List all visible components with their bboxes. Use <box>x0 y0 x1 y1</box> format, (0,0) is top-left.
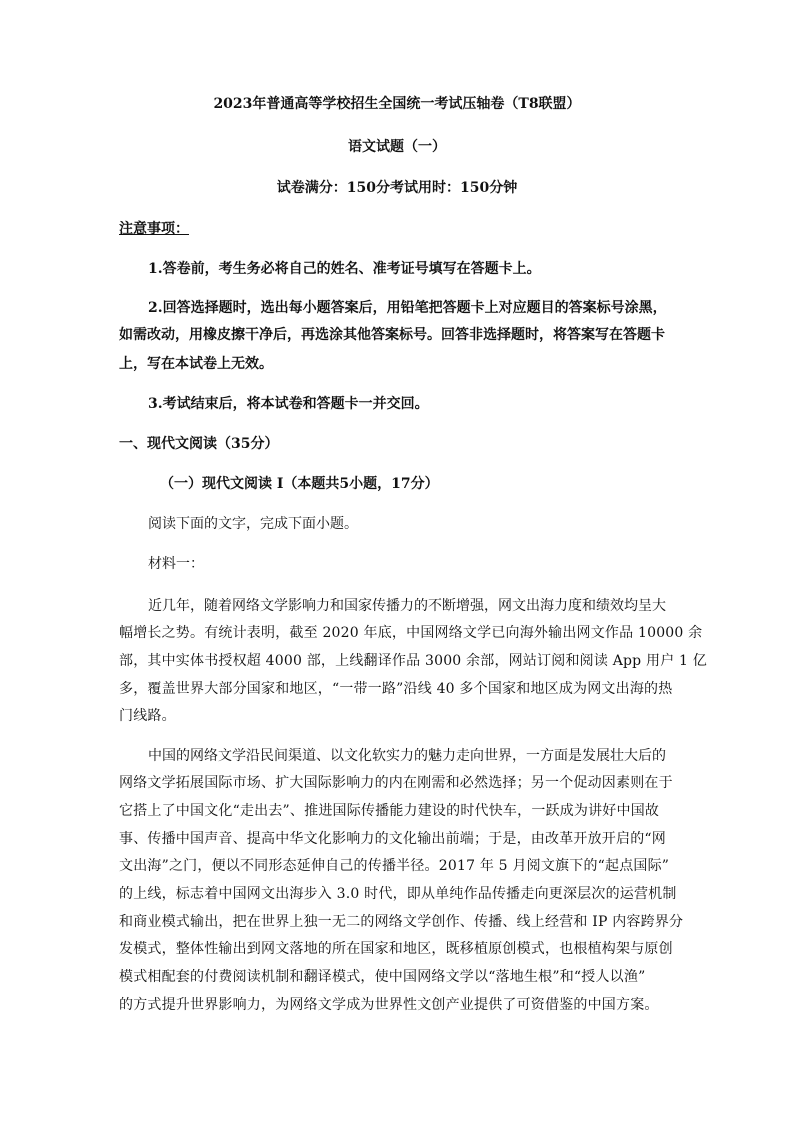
notice-item-3: 3.考试结束后，将本试卷和答题卡一并交回。 <box>148 396 429 412</box>
paragraph-2-line: 模式相配套的付费阅读机制和翻译模式，使中国网络文学以“落地生根”和“授人以渔” <box>119 969 646 985</box>
paragraph-1-line: 近几年，随着网络文学影响力和国家传播力的不断增强，网文出海力度和绩效均呈大 <box>148 598 666 614</box>
paragraph-2-line: 发模式，整体性输出到网文落地的所在国家和地区，既移植原创模式，也根植构架与原创 <box>119 941 673 957</box>
paragraph-2-line: 文出海”之门，便以不同形态延伸自己的传播半径。2017 年 5 月阅文旗下的“起点国际” <box>119 858 670 874</box>
notice-item-2-line-1: 2.回答选择题时，选出每小题答案后，用铅笔把答题卡上对应题目的答案标号涂黑， <box>148 300 667 316</box>
section-heading: 一、现代文阅读（35分） <box>119 436 279 452</box>
paragraph-2-line: 的上线，标志着中国网文出海步入 3.0 时代，即从单纯作品传播走向更深层次的运营机制 <box>119 886 677 902</box>
paragraph-2-line: 的方式提升世界影响力，为网络文学成为世界性文创产业提供了可资借鉴的中国方案。 <box>119 997 659 1013</box>
exam-info: 试卷满分：150分考试用时：150分钟 <box>276 180 518 196</box>
reading-instruction: 阅读下面的文字，完成下面小题。 <box>148 516 358 532</box>
notice-heading: 注意事项： <box>119 221 189 237</box>
paragraph-2-line: 和商业模式输出，把在世界上独一无二的网络文学创作、传播、线上经营和 IP 内容跨界分 <box>119 914 684 930</box>
notice-item-2-line-3: 上，写在本试卷上无效。 <box>119 356 273 372</box>
section-subheading: （一）现代文阅读 I（本题共5小题，17分） <box>160 476 439 492</box>
material-label: 材料一： <box>148 556 204 572</box>
exam-title: 2023年普通高等学校招生全国统一考试压轴卷（T8联盟） <box>213 96 581 112</box>
paragraph-2-line: 事、传播中国声音、提高中华文化影响力的文化输出前端；于是，由改革开放开启的“网 <box>119 831 666 847</box>
paragraph-2-line: 网络文学拓展国际市场、扩大国际影响力的内在刚需和必然选择；另一个促动因素则在于 <box>119 775 673 791</box>
paragraph-1-line: 部，其中实体书授权超 4000 部，上线翻译作品 3000 余部，网站订阅和阅读 App 用户 1 亿 <box>119 653 707 669</box>
notice-item-1: 1.答卷前，考生务必将自己的姓名、准考证号填写在答题卡上。 <box>148 261 541 277</box>
exam-subtitle: 语文试题（一） <box>348 139 446 155</box>
paragraph-1-line: 幅增长之势。有统计表明，截至 2020 年底，中国网络文学已向海外输出网文作品 10000 余 <box>119 625 703 641</box>
paragraph-2-line: 它搭上了中国文化“走出去”、推进国际传播能力建设的时代快车，一跃成为讲好中国故 <box>119 803 660 819</box>
notice-item-2-line-2: 如需改动，用橡皮擦干净后，再选涂其他答案标号。回答非选择题时，将答案写在答题卡 <box>119 327 665 343</box>
paragraph-1-line: 多，覆盖世界大部分国家和地区，“一带一路”沿线 40 多个国家和地区成为网文出海的热 <box>119 681 673 697</box>
paragraph-2-line: 中国的网络文学沿民间渠道、以文化软实力的魅力走向世界，一方面是发展壮大后的 <box>148 748 666 764</box>
paragraph-1-line: 门线路。 <box>119 708 176 724</box>
